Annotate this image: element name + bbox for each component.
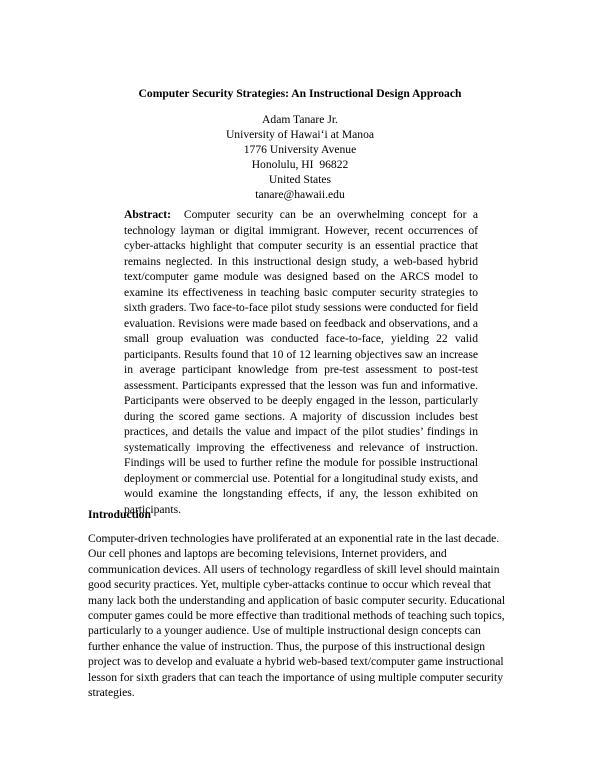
abstract [124, 207, 478, 517]
author-country: United States [268, 173, 332, 186]
abstract-text: Computer security can be an overwhelming concept for a technology layman or digital immigrant. However, recent occurrences of cyber-attacks highlight that computer security is an essential practice that remains neglected. In this instructional design study, a web-based hybrid text/computer game module was designed based on the ARCS model to examine its effectiveness in teaching basic computer security strategies to sixth graders. Two face-to-face pilot study sessions were conducted for field evaluation. Revisions were made based on feedback and observations, and a small group evaluation was conducted face-to-face, yielding 22 valid participants. Results found that 10 of 12 learning objectives saw an increase in average participant knowledge from pre-test assessment to post-test assessment. Participants expressed that the lesson was fun and informative. Participants were observed to be deeply engaged in the lesson, particularly during the scored game sections. A majority of discussion includes best practices, and details the value and impact of the pilot studies’ findings in systematically improving the effectiveness and relevance of instruction. Findings will be used to further refine the module for possible instructional deployment or commercial use. Potential for a longitudinal study exists, and would examine the longstanding effects, if any, the lesson exhibited on participants. [124, 208, 479, 516]
author-street: 1776 University Avenue [243, 143, 357, 156]
author-affiliation: University of Hawaiʻi at Manoa [225, 128, 375, 141]
author-block [0, 112, 600, 202]
introduction-heading: Introduction [88, 508, 151, 521]
author-name: Adam Tanare Jr. [262, 113, 338, 126]
introduction-text: Computer-driven technologies have proliferated at an exponential rate in the last decade. Our cell phones and laptops are becoming televisions, Internet providers, and communication devices. All users of technology regardless of skill level should maintain good security practices. Yet, multiple cyber-attacks continue to occur which reveal that many lack both the understanding and application of basic computer security. Educational computer games could be more effective than traditional methods of teaching such topics, particularly to a younger audience. Use of multiple instructional design concepts can further enhance the value of instruction. Thus, the purpose of this instructional design project was to develop and evaluate a hybrid web-based text/computer game instructional lesson for sixth graders that can teach the importance of using multiple computer security strategies. [88, 532, 506, 700]
author-city: Honolulu, HI 96822 [251, 158, 349, 171]
abstract-label: Abstract: [124, 208, 172, 221]
author-email: tanare@hawaii.edu [255, 188, 345, 201]
paper-title: Computer Security Strategies: An Instructional Design Approach [138, 87, 462, 100]
